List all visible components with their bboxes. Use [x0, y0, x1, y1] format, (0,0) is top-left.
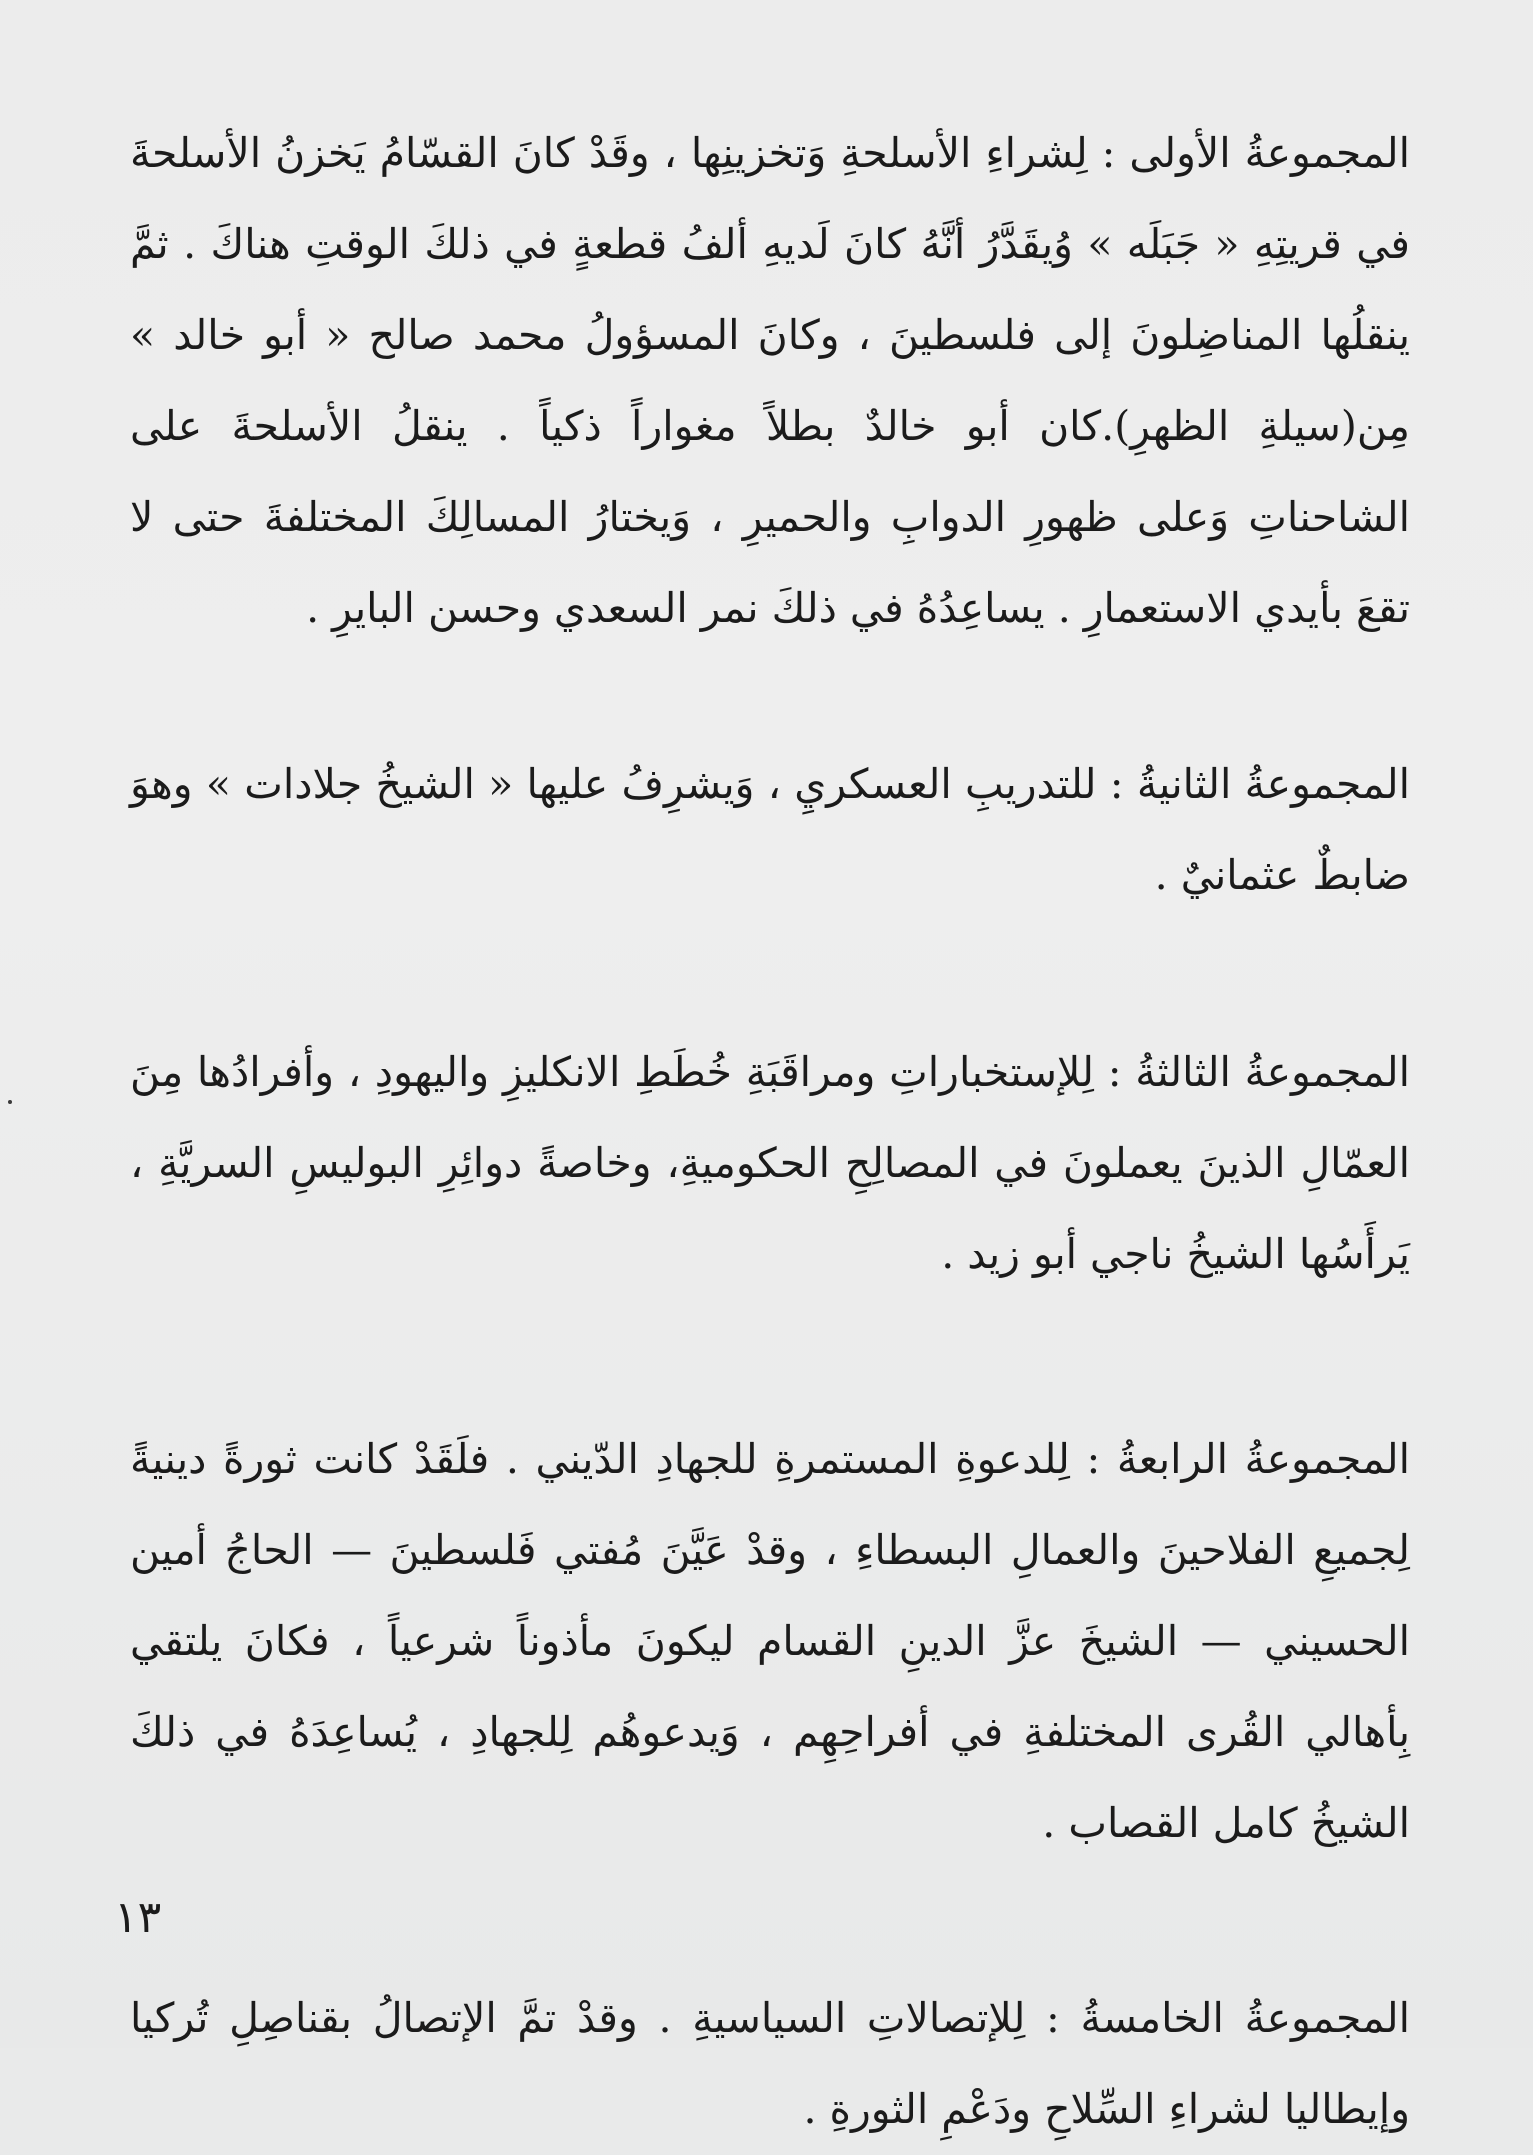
page-number: ١٣ [114, 1892, 162, 1943]
paragraph-group-5: المجموعةُ الخامسةُ : لِلإتصالاتِ السياسيةِ . وقدْ تمَّ الإتصالُ بقناصِلِ تُركيا وإيطاليا لشراءِ السِّلاحِ ودَعْمِ الثورةِ . [130, 1994, 1410, 2133]
paragraph-group-4: المجموعةُ الرابعةُ : لِلدعوةِ المستمرةِ للجهادِ الدّيني . فلَقَدْ كانت ثورةً دينيةً لِجميعِ الفلاحينَ والعمالِ البسطاءِ ، وقدْ عَيَّنَ مُفتي فَلسطينَ — الحاجُ أمين الحسيني — الشيخَ عزَّ الدينِ القسام ليكونَ مأذوناً شرعياً ، فكانَ يلتقي بِأهالي القُرى المختلفةِ في أفراحِهِم ، وَيدعوهُم لِلجهادِ ، يُساعِدَهُ في ذلكَ الشيخُ كامل القصاب . [130, 1435, 1410, 1847]
scan-speck [8, 1100, 12, 1104]
page-body [130, 108, 1410, 2155]
paragraph-group-1: المجموعةُ الأولى : لِشراءِ الأسلحةِ وَتخزينِها ، وقَدْ كانَ القسّامُ يَخزنُ الأسلحةَ في قريتِهِ « جَبَلَه » وُيقَدَّرُ أنَّهُ كانَ لَديهِ ألفُ قطعةٍ في ذلكَ الوقتِ هناكَ . ثمَّ ينقلُها المناضِلونَ إلى فلسطينَ ، وكانَ المسؤولُ محمد صالح « أبو خالد » مِن(سيلةِ الظهرِ).كان أبو خالدٌ بطلاً مغواراً ذكياً . ينقلُ الأسلحةَ على الشاحناتِ وَعلى ظهورِ الدوابِ والحميرِ ، وَيختارُ المسالِكَ المختلفةَ حتى لا تقعَ بأيدي الاستعمارِ . يساعِدُهُ في ذلكَ نمر السعدي وحسن البايرِ . [130, 129, 1410, 632]
paragraph-group-2: المجموعةُ الثانيةُ : للتدريبِ العسكريِ ، وَيشرِفُ عليها « الشيخُ جلادات » وهوَ ضابطٌ عثمانيٌ . [130, 760, 1410, 899]
paragraph-group-3: المجموعةُ الثالثةُ : لِلإستخباراتِ ومراقَبَةِ خُطَطِ الانكليزِ واليهودِ ، وأفرادُها مِنَ العمّالِ الذينَ يعملونَ في المصالِحِ الحكوميةِ، وخاصةً دوائِرِ البوليسِ السريَّةِ ، يَرأَسُها الشيخُ ناجي أبو زيد . [130, 1048, 1410, 1278]
